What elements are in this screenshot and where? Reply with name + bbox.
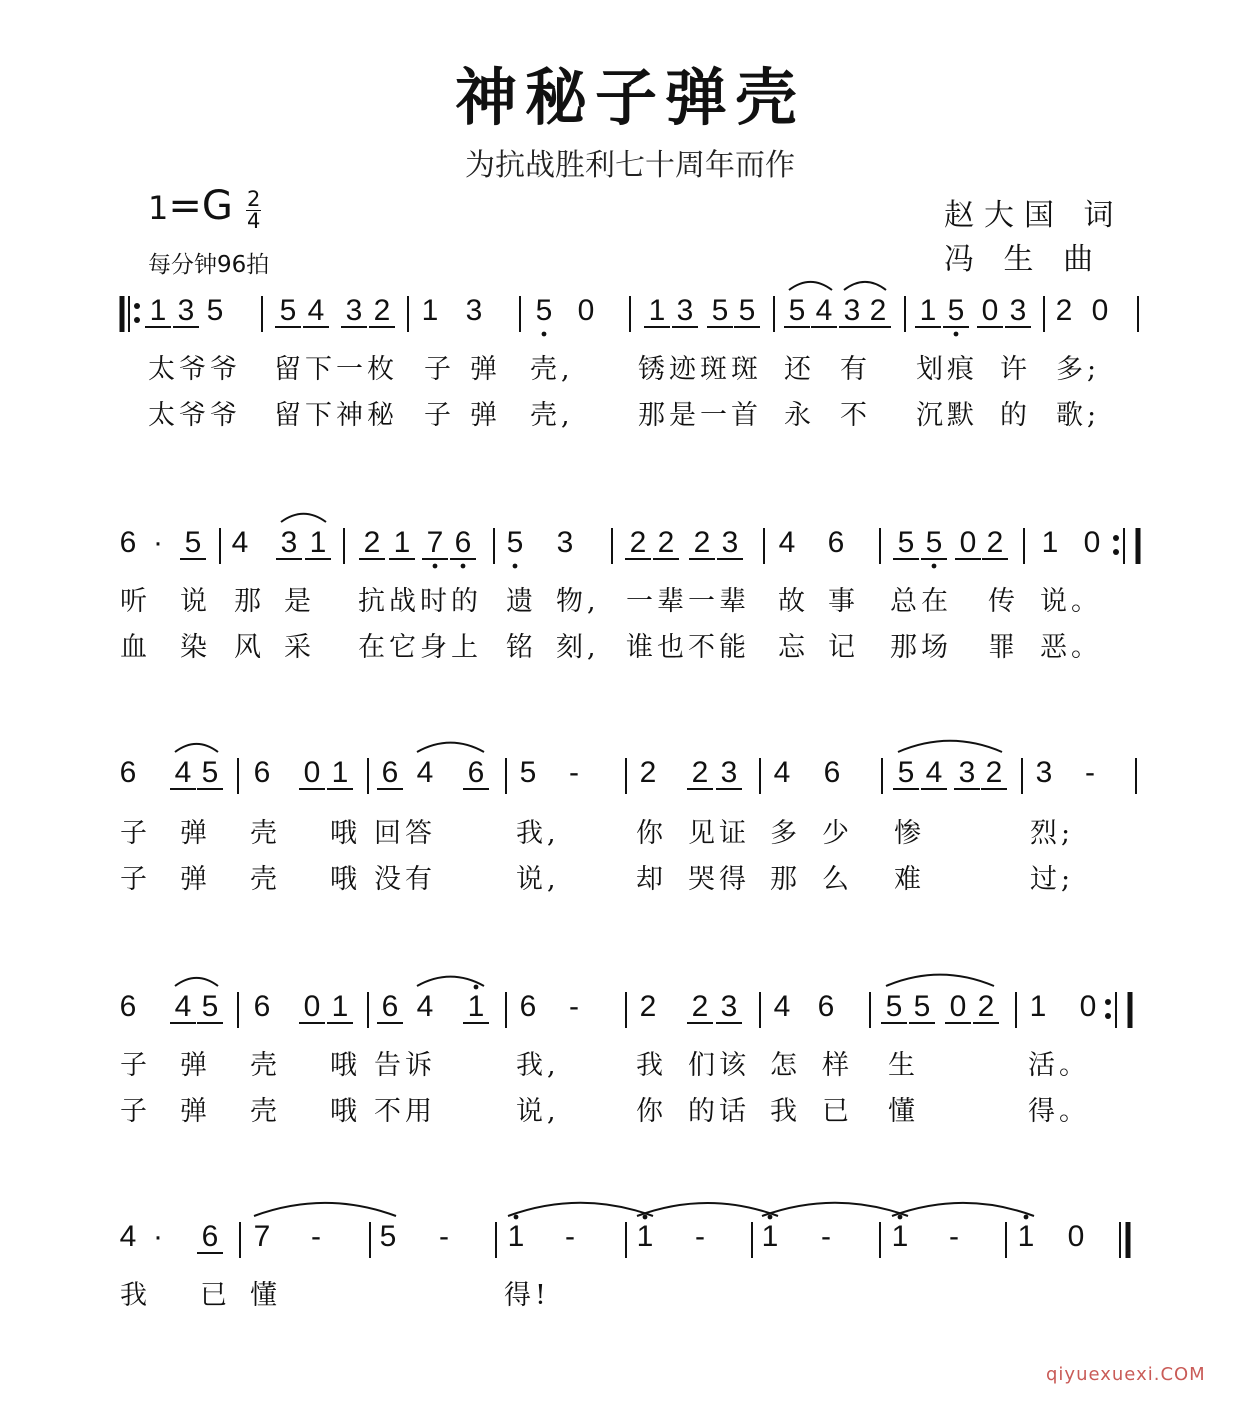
lyric-word: 太爷爷 bbox=[148, 400, 241, 431]
note: 5 bbox=[379, 1220, 397, 1253]
slur-arc bbox=[281, 514, 326, 522]
note: 3 bbox=[720, 756, 738, 789]
slur-arc bbox=[417, 977, 484, 986]
note: 5 bbox=[947, 294, 965, 327]
note: 5 bbox=[201, 756, 219, 789]
dash-extension: - bbox=[439, 1220, 449, 1253]
note: 6 bbox=[467, 756, 485, 789]
dash-extension: - bbox=[565, 1220, 575, 1253]
high-octave-dot bbox=[643, 1215, 648, 1220]
lyric-word: 得! bbox=[504, 1280, 550, 1311]
lyric-word: 壳 bbox=[250, 1096, 281, 1127]
note: 1 bbox=[919, 294, 937, 327]
lyric-word: 难 bbox=[894, 864, 925, 895]
lyric-word: 那 bbox=[770, 864, 801, 895]
lyric-word: 见证 bbox=[688, 818, 750, 849]
repeat-start-dot bbox=[134, 317, 140, 323]
lyric-word: 得。 bbox=[1028, 1096, 1090, 1127]
note: 5 bbox=[201, 990, 219, 1023]
lyric-word: 划痕 bbox=[916, 354, 978, 385]
note: 6 bbox=[119, 990, 137, 1023]
dash-extension: - bbox=[311, 1220, 321, 1253]
note: 7 bbox=[253, 1220, 271, 1253]
note: 0 bbox=[1079, 990, 1097, 1023]
lyric-word: 我, bbox=[516, 818, 560, 849]
lyric-word: 壳 bbox=[250, 864, 281, 895]
lyric-word: 那场 bbox=[890, 632, 952, 663]
lyric-word: 永 bbox=[784, 400, 815, 431]
low-octave-dot bbox=[433, 564, 438, 569]
note: 2 bbox=[691, 756, 709, 789]
note: 1 bbox=[467, 990, 485, 1023]
lyric-word: 子 bbox=[424, 354, 455, 385]
note: 0 bbox=[577, 294, 595, 327]
lyric-word: 铭 bbox=[506, 632, 537, 663]
note: 1 bbox=[1041, 526, 1059, 559]
lyric-word: 懂 bbox=[888, 1096, 919, 1127]
note: 4 bbox=[778, 526, 796, 559]
lyric-word: 回答 bbox=[374, 818, 436, 849]
lyric-word: 还 bbox=[784, 354, 815, 385]
note: 3 bbox=[177, 294, 195, 327]
slur-arc bbox=[898, 741, 1002, 752]
slur-arc bbox=[254, 1203, 396, 1216]
note: 2 bbox=[985, 756, 1003, 789]
note: 4 bbox=[119, 1220, 137, 1253]
note: 2 bbox=[629, 526, 647, 559]
note: 4 bbox=[416, 990, 434, 1023]
slur-arc bbox=[175, 744, 218, 752]
lyric-word: 多; bbox=[1056, 354, 1101, 385]
lyric-word: 少 bbox=[822, 818, 853, 849]
lyric-word: 一辈一辈 bbox=[626, 586, 750, 617]
key-letter: =G bbox=[168, 183, 233, 229]
dash-extension: - bbox=[949, 1220, 959, 1253]
lyric-word: 哦 bbox=[330, 1050, 361, 1081]
slur-arc bbox=[892, 1203, 1034, 1216]
note: 4 bbox=[174, 756, 192, 789]
note: 6 bbox=[119, 526, 137, 559]
lyric-word: 子 bbox=[120, 864, 151, 895]
lyric-word: 抗战时的 bbox=[358, 586, 482, 617]
note: 5 bbox=[885, 990, 903, 1023]
lyric-word: 我, bbox=[516, 1050, 560, 1081]
key-one: 1 bbox=[148, 189, 169, 227]
lyric-word: 生 bbox=[888, 1050, 919, 1081]
note: 1 bbox=[761, 1220, 779, 1253]
note: 2 bbox=[693, 526, 711, 559]
lyric-word: 哦 bbox=[330, 864, 361, 895]
note: 3 bbox=[958, 756, 976, 789]
lyric-word: 说, bbox=[516, 1096, 560, 1127]
note: 1 bbox=[891, 1220, 909, 1253]
note: 2 bbox=[639, 756, 657, 789]
note: 1 bbox=[1017, 1220, 1035, 1253]
low-octave-dot bbox=[513, 564, 518, 569]
repeat-end-dot bbox=[1113, 535, 1119, 541]
note: 6 bbox=[253, 756, 271, 789]
lyric-word: 子 bbox=[120, 1096, 151, 1127]
high-octave-dot bbox=[898, 1215, 903, 1220]
note: 2 bbox=[363, 526, 381, 559]
note: 6 bbox=[381, 990, 399, 1023]
lyric-word: 罪 bbox=[988, 632, 1019, 663]
low-octave-dot bbox=[542, 332, 547, 337]
low-octave-dot bbox=[932, 564, 937, 569]
note: 1 bbox=[149, 294, 167, 327]
note: 2 bbox=[986, 526, 1004, 559]
lyric-word: 总在 bbox=[890, 586, 952, 617]
lyric-word: 是 bbox=[284, 586, 315, 617]
lyric-word: 谁也不能 bbox=[626, 632, 750, 663]
note: 1 bbox=[1029, 990, 1047, 1023]
lyric-word: 你 bbox=[636, 1096, 667, 1127]
lyric-word: 弹 bbox=[180, 864, 211, 895]
lyric-word: 不 bbox=[840, 400, 871, 431]
note: 5 bbox=[506, 526, 524, 559]
dash-extension: - bbox=[821, 1220, 831, 1253]
lyric-word: 却 bbox=[636, 864, 667, 895]
slur-arc bbox=[417, 743, 484, 752]
note: 3 bbox=[721, 526, 739, 559]
note: 1 bbox=[309, 526, 327, 559]
note: 3 bbox=[465, 294, 483, 327]
time-beats: 2 bbox=[247, 186, 261, 211]
slur-arc bbox=[844, 282, 886, 290]
lyric-word: 哦 bbox=[330, 1096, 361, 1127]
lyric-word: 染 bbox=[180, 632, 211, 663]
lyric-word: 刻, bbox=[556, 632, 600, 663]
note: 1 bbox=[331, 990, 349, 1023]
lyric-word: 活。 bbox=[1028, 1050, 1090, 1081]
note: 6 bbox=[253, 990, 271, 1023]
lyric-word: 采 bbox=[284, 632, 315, 663]
note: 4 bbox=[231, 526, 249, 559]
note: 3 bbox=[843, 294, 861, 327]
lyric-word: 故 bbox=[778, 586, 809, 617]
note: 1 bbox=[393, 526, 411, 559]
note: 2 bbox=[639, 990, 657, 1023]
lyric-word: 那 bbox=[234, 586, 265, 617]
lyric-word: 遗 bbox=[506, 586, 537, 617]
note: 0 bbox=[1091, 294, 1109, 327]
note: 4 bbox=[307, 294, 325, 327]
lyric-word: 告诉 bbox=[374, 1050, 436, 1081]
note: 4 bbox=[815, 294, 833, 327]
note: 6 bbox=[381, 756, 399, 789]
lyric-word: 我 bbox=[770, 1096, 801, 1127]
lyric-word: 你 bbox=[636, 818, 667, 849]
lyric-word: 风 bbox=[234, 632, 265, 663]
note: 0 bbox=[303, 990, 321, 1023]
note: 1 bbox=[636, 1220, 654, 1253]
note: 6 bbox=[827, 526, 845, 559]
note: 0 bbox=[1067, 1220, 1085, 1253]
note: 3 bbox=[556, 526, 574, 559]
low-octave-dot bbox=[954, 332, 959, 337]
lyric-word: 那是一首 bbox=[638, 400, 762, 431]
lyric-word: 锈迹斑斑 bbox=[638, 354, 762, 385]
note: 1 bbox=[421, 294, 439, 327]
slur-arc bbox=[762, 1203, 908, 1216]
note: 5 bbox=[925, 526, 943, 559]
lyric-word: 有 bbox=[840, 354, 871, 385]
note: 4 bbox=[416, 756, 434, 789]
slur-arc bbox=[637, 1203, 778, 1216]
lyric-word: 过; bbox=[1030, 864, 1075, 895]
lyric-word: 已 bbox=[822, 1096, 853, 1127]
lyric-word: 在它身上 bbox=[358, 632, 482, 663]
tempo-marking: 每分钟96拍 bbox=[148, 252, 270, 278]
lyric-word: 说。 bbox=[1040, 586, 1102, 617]
repeat-end-dot bbox=[1105, 999, 1111, 1005]
dash-extension: - bbox=[569, 990, 579, 1023]
lyric-word: 歌; bbox=[1056, 400, 1101, 431]
lyric-word: 惨 bbox=[894, 818, 925, 849]
note: 0 bbox=[1083, 526, 1101, 559]
lyric-word: 留下一枚 bbox=[274, 354, 398, 385]
note: 0 bbox=[959, 526, 977, 559]
lyric-word: 听 bbox=[120, 586, 151, 617]
note: 5 bbox=[535, 294, 553, 327]
lyric-word: 不用 bbox=[374, 1096, 436, 1127]
note: 3 bbox=[676, 294, 694, 327]
note: 2 bbox=[691, 990, 709, 1023]
lyricist-credit: 赵大国 词 bbox=[944, 198, 1124, 233]
slur-arc bbox=[175, 978, 218, 986]
note: 6 bbox=[201, 1220, 219, 1253]
note: 6 bbox=[817, 990, 835, 1023]
dot-augmentation: · bbox=[153, 1220, 163, 1253]
note: 0 bbox=[981, 294, 999, 327]
lyric-word: 壳, bbox=[530, 354, 574, 385]
lyric-word: 我 bbox=[120, 1280, 151, 1311]
dash-extension: - bbox=[1085, 756, 1095, 789]
lyric-word: 怎 bbox=[770, 1050, 801, 1081]
note: 4 bbox=[174, 990, 192, 1023]
note: 7 bbox=[426, 526, 444, 559]
lyric-word: 恶。 bbox=[1040, 632, 1102, 663]
lyric-word: 事 bbox=[828, 586, 859, 617]
song-subtitle: 为抗战胜利七十周年而作 bbox=[465, 148, 795, 183]
song-title: 神秘子弹壳 bbox=[454, 61, 805, 134]
lyric-word: 懂 bbox=[250, 1280, 281, 1311]
note: 6 bbox=[119, 756, 137, 789]
note: 2 bbox=[1055, 294, 1073, 327]
lyric-word: 弹 bbox=[180, 1096, 211, 1127]
lyric-word: 忘 bbox=[778, 632, 809, 663]
lyric-word: 们该 bbox=[688, 1050, 750, 1081]
lyric-word: 沉默 bbox=[916, 400, 978, 431]
lyric-word: 弹 bbox=[180, 818, 211, 849]
note: 3 bbox=[345, 294, 363, 327]
note: 4 bbox=[773, 756, 791, 789]
high-octave-dot bbox=[514, 1215, 519, 1220]
note: 1 bbox=[331, 756, 349, 789]
lyric-word: 说 bbox=[180, 586, 211, 617]
lyric-word: 的话 bbox=[688, 1096, 750, 1127]
lyric-word: 太爷爷 bbox=[148, 354, 241, 385]
lyric-word: 多 bbox=[770, 818, 801, 849]
composer-credit: 冯 生 曲 bbox=[944, 242, 1104, 277]
lyric-word: 子 bbox=[120, 818, 151, 849]
note: 5 bbox=[897, 756, 915, 789]
lyric-word: 壳 bbox=[250, 818, 281, 849]
note: 1 bbox=[648, 294, 666, 327]
dot-augmentation: · bbox=[153, 526, 163, 559]
slur-arc bbox=[886, 975, 994, 986]
slur-arc bbox=[789, 282, 832, 290]
note: 2 bbox=[373, 294, 391, 327]
note: 5 bbox=[913, 990, 931, 1023]
lyric-word: 已 bbox=[200, 1280, 231, 1311]
lyric-word: 许 bbox=[1000, 354, 1031, 385]
note: 2 bbox=[869, 294, 887, 327]
note: 5 bbox=[279, 294, 297, 327]
lyric-word: 壳, bbox=[530, 400, 574, 431]
note: 3 bbox=[1009, 294, 1027, 327]
slur-arc bbox=[508, 1203, 653, 1216]
lyric-word: 哦 bbox=[330, 818, 361, 849]
note: 6 bbox=[823, 756, 841, 789]
note: 4 bbox=[773, 990, 791, 1023]
lyric-word: 弹 bbox=[180, 1050, 211, 1081]
note: 5 bbox=[206, 294, 224, 327]
lyric-word: 传 bbox=[988, 586, 1019, 617]
lyric-word: 的 bbox=[1000, 400, 1031, 431]
note: 6 bbox=[454, 526, 472, 559]
repeat-end-dot bbox=[1113, 549, 1119, 555]
dash-extension: - bbox=[569, 756, 579, 789]
note: 0 bbox=[949, 990, 967, 1023]
note: 0 bbox=[303, 756, 321, 789]
note: 5 bbox=[738, 294, 756, 327]
note: 3 bbox=[1035, 756, 1053, 789]
note: 3 bbox=[280, 526, 298, 559]
lyric-word: 子 bbox=[120, 1050, 151, 1081]
note: 6 bbox=[519, 990, 537, 1023]
low-octave-dot bbox=[461, 564, 466, 569]
lyric-word: 我 bbox=[636, 1050, 667, 1081]
note: 5 bbox=[711, 294, 729, 327]
lyric-word: 记 bbox=[828, 632, 859, 663]
note: 5 bbox=[897, 526, 915, 559]
site-watermark: qiyuexuexi.COM bbox=[1046, 1364, 1206, 1385]
lyric-word: 弹 bbox=[470, 400, 501, 431]
lyric-word: 说, bbox=[516, 864, 560, 895]
lyric-word: 血 bbox=[120, 632, 151, 663]
high-octave-dot bbox=[474, 985, 479, 990]
lyric-word: 么 bbox=[822, 864, 853, 895]
dash-extension: - bbox=[695, 1220, 705, 1253]
lyric-word: 物, bbox=[556, 586, 600, 617]
lyric-word: 壳 bbox=[250, 1050, 281, 1081]
repeat-start-dot bbox=[134, 303, 140, 309]
lyric-word: 烈; bbox=[1030, 818, 1075, 849]
repeat-end-dot bbox=[1105, 1013, 1111, 1019]
lyric-word: 样 bbox=[822, 1050, 853, 1081]
note: 2 bbox=[657, 526, 675, 559]
lyric-word: 弹 bbox=[470, 354, 501, 385]
lyric-word: 子 bbox=[424, 400, 455, 431]
note: 4 bbox=[925, 756, 943, 789]
high-octave-dot bbox=[1024, 1215, 1029, 1220]
high-octave-dot bbox=[768, 1215, 773, 1220]
lyric-word: 没有 bbox=[374, 864, 436, 895]
lyric-word: 哭得 bbox=[688, 864, 750, 895]
note: 5 bbox=[519, 756, 537, 789]
note: 3 bbox=[720, 990, 738, 1023]
note: 5 bbox=[184, 526, 202, 559]
note: 5 bbox=[788, 294, 806, 327]
note: 2 bbox=[977, 990, 995, 1023]
note: 1 bbox=[507, 1220, 525, 1253]
lyric-word: 留下神秘 bbox=[274, 400, 398, 431]
time-unit: 4 bbox=[247, 208, 261, 233]
